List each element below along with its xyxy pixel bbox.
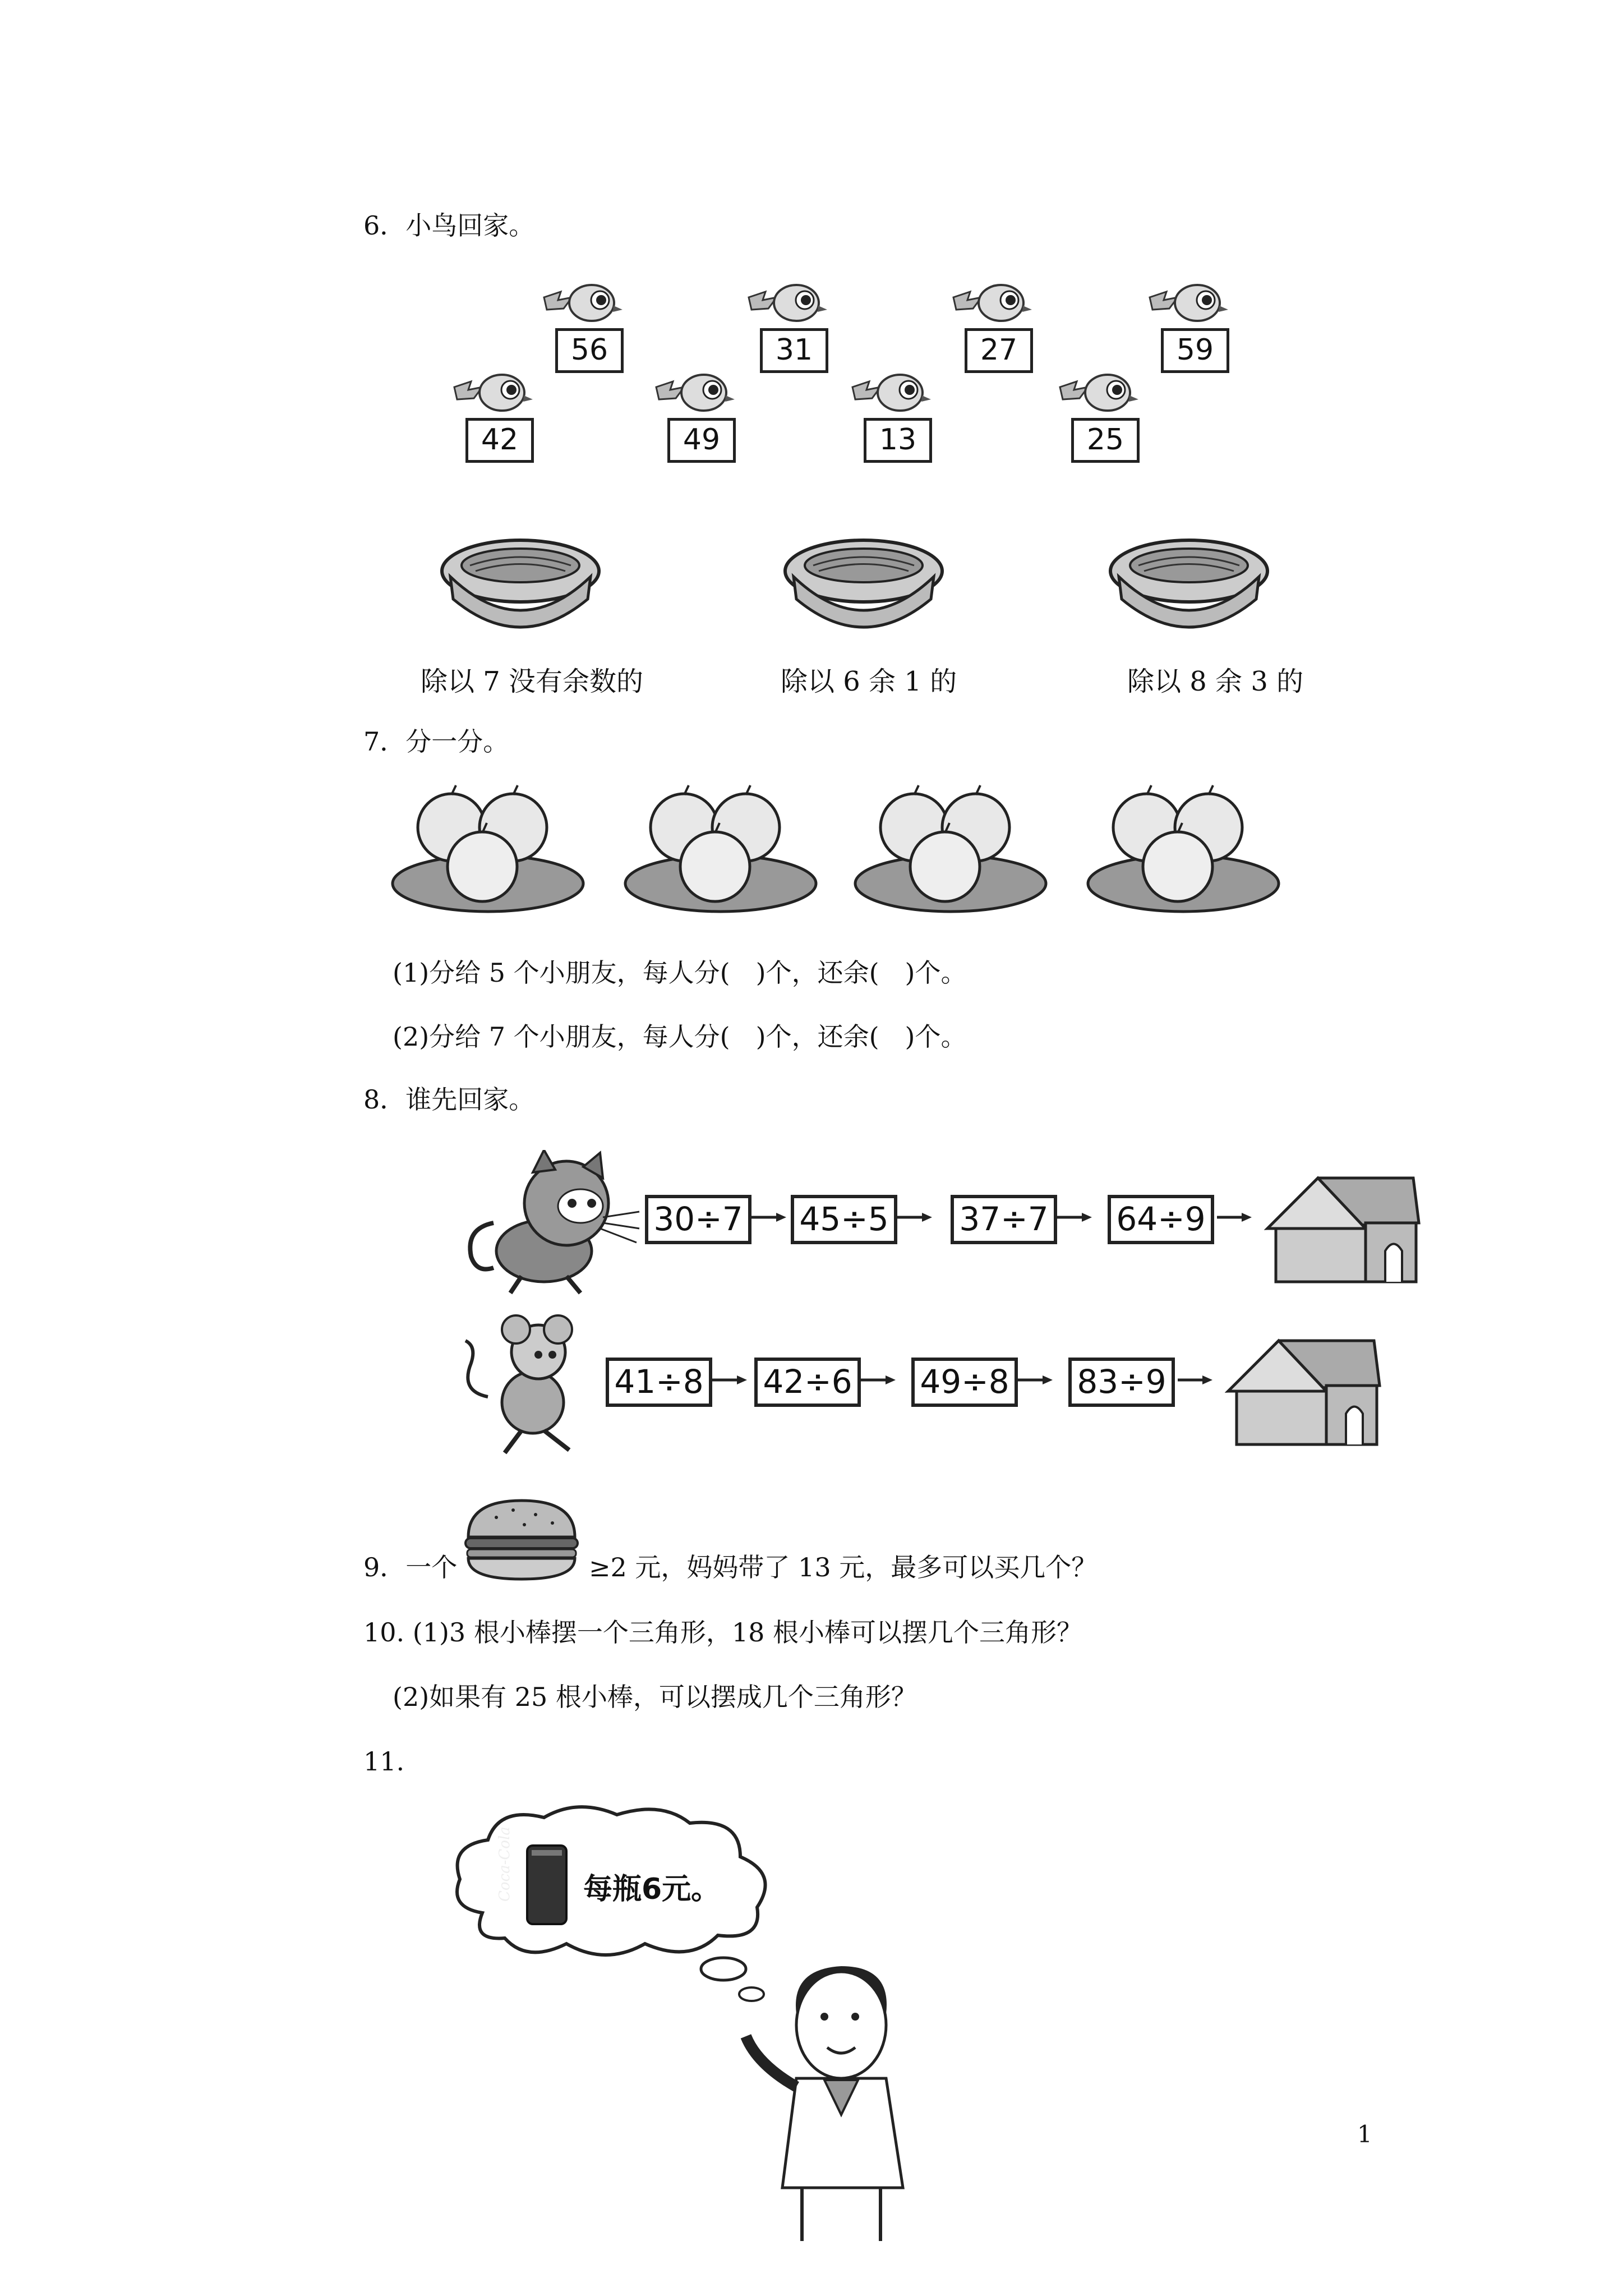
mouse-expr-3: 49÷8: [911, 1358, 1018, 1407]
hamburger-icon: [463, 1498, 580, 1582]
bird-number: 27: [965, 328, 1033, 373]
bird-number: 25: [1071, 418, 1140, 463]
apple-plate-icon: [852, 783, 1049, 917]
bird-icon: [538, 275, 623, 331]
bird-number: 56: [555, 328, 624, 373]
q7-title: 7．分一分。: [363, 726, 509, 757]
mouse-expr-2: 42÷6: [754, 1358, 861, 1407]
bird-icon: [1144, 275, 1228, 331]
bird-number: 13: [864, 418, 932, 463]
q7-sub1: (1)分给 5 个小朋友，每人分( )个，还余( )个。: [393, 958, 967, 988]
bird-icon: [743, 275, 827, 331]
bird-icon: [651, 365, 735, 421]
mouse-expr-1: 41÷8: [606, 1358, 712, 1407]
q10-line2: (2)如果有 25 根小棒，可以摆成几个三角形？: [393, 1682, 917, 1712]
house-icon: [1262, 1167, 1424, 1285]
arrow-right-icon: [1057, 1212, 1092, 1223]
nest-caption-2: 除以 6 余 1 的: [781, 666, 957, 697]
cat-icon: [460, 1150, 645, 1296]
arrow-right-icon: [1217, 1212, 1252, 1223]
bird-icon: [948, 275, 1032, 331]
apple-plate-icon: [1085, 783, 1281, 917]
arrow-right-icon: [751, 1212, 786, 1223]
bird-number: 49: [667, 418, 736, 463]
boy-icon: [735, 1952, 948, 2244]
can-logo: Coca-Cola: [496, 1826, 513, 1902]
arrow-right-icon: [712, 1374, 747, 1386]
nest-icon: [436, 532, 605, 638]
cat-expr-1: 30÷7: [645, 1195, 751, 1244]
bird-number: 42: [465, 418, 534, 463]
q6-title: 6．小鸟回家。: [363, 210, 535, 241]
mouse-expr-4: 83÷9: [1068, 1358, 1175, 1407]
arrow-right-icon: [861, 1374, 896, 1386]
q10-line1: 10. (1)3 根小棒摆一个三角形，18 根小棒可以摆几个三角形？: [363, 1617, 1082, 1648]
bubble-text: 每瓶6元。: [583, 1872, 721, 1906]
page-number: 1: [1357, 2120, 1372, 2148]
apple-plate-icon: [390, 783, 586, 917]
arrow-right-icon: [897, 1212, 932, 1223]
cat-expr-4: 64÷9: [1108, 1195, 1214, 1244]
bird-icon: [847, 365, 931, 421]
bird-icon: [449, 365, 533, 421]
house-icon: [1223, 1329, 1385, 1447]
q7-sub2: (2)分给 7 个小朋友，每人分( )个，还余( )个。: [393, 1022, 967, 1052]
cat-expr-3: 37÷7: [951, 1195, 1057, 1244]
cat-expr-2: 45÷5: [791, 1195, 897, 1244]
bird-icon: [1054, 365, 1138, 421]
nest-icon: [780, 532, 948, 638]
nest-caption-1: 除以 7 没有余数的: [421, 666, 644, 697]
nest-caption-3: 除以 8 余 3 的: [1127, 666, 1304, 697]
mouse-icon: [460, 1313, 606, 1458]
arrow-right-icon: [1018, 1374, 1053, 1386]
q9-prefix: 9．一个: [363, 1552, 458, 1582]
nest-icon: [1105, 532, 1273, 638]
q9-suffix: ≥2 元，妈妈带了 13 元，最多可以买几个？: [589, 1552, 1098, 1582]
apple-plate-icon: [623, 783, 819, 917]
arrow-right-icon: [1178, 1374, 1212, 1386]
bird-number: 59: [1161, 328, 1229, 373]
q11-label: 11.: [363, 1746, 405, 1777]
q8-title: 8．谁先回家。: [363, 1084, 535, 1115]
bird-number: 31: [760, 328, 828, 373]
